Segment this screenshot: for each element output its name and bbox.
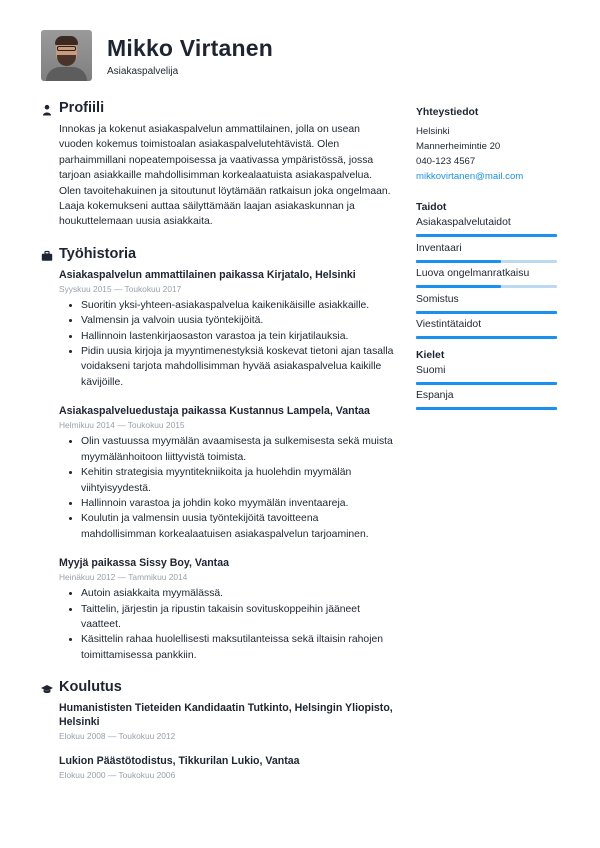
skill-label: Luova ongelmanratkaisu (416, 268, 530, 279)
level-bar-track (416, 260, 557, 263)
contact-section (416, 106, 557, 184)
level-bar-track (416, 407, 557, 410)
job-bullet: • Autoin asiakkaita myymälässä. (81, 586, 396, 601)
education-title: Koulutus (59, 679, 122, 696)
job-bullets (59, 586, 396, 663)
job-title: Myyjä paikassa Sissy Boy, Vantaa (59, 557, 229, 570)
job-subtitle: Asiakaspalvelija (107, 66, 179, 77)
level-bar-fill (416, 382, 557, 385)
job-bullets (59, 298, 396, 390)
job-list (41, 268, 396, 663)
job-bullet: • Kehitin strategisia myyntitekniikoita ja huolehdin myymälän viihtyisyydestä. (81, 465, 396, 496)
job-bullet: • Olin vastuussa myymälän avaamisesta ja sulkemisesta sekä muista myymälänhoitoon liittyvistä toimista. (81, 434, 396, 465)
languages-title: Kielet (416, 349, 445, 361)
education-date: Elokuu 2000 — Toukokuu 2006 (59, 770, 176, 781)
briefcase-icon (41, 250, 53, 262)
education-entry (41, 701, 396, 742)
language-label: Suomi (416, 364, 446, 376)
language-item (416, 389, 557, 415)
skill-label: Asiakaspalvelutaidot (416, 217, 511, 228)
education-title: Humanististen Tieteiden Kandidaatin Tutkinto, Helsingin Yliopisto, Helsinki (59, 702, 393, 729)
job-bullet: • Käsittelin rahaa huolellisesti maksutilanteissa sekä iltaisin rahojen toimittamisessa pankkiin. (81, 632, 396, 663)
skills-section (416, 201, 557, 344)
education-section (41, 679, 396, 781)
education-heading (41, 679, 396, 701)
level-bar-fill (416, 311, 557, 314)
resume-header (41, 30, 561, 82)
profile-text: Innokas ja kokenut asiakaspalvelun ammattilainen, jolla on usean vuoden kokemus toimistoalan asiakaspalvelutehtävistä. Olen parhaimmillani nopeatempoisessa ja vaativassa ympäristössä, jossa tarjoan asiakkaille mahdollisimman korkealaatuista asiakaspalvelua. Olen tavoitehakuinen ja sitoutunut löytämään ratkaisun joka ongelmaan. Laaja kokemukseni auttaa säilyttämään laajan asiakaskunnan ja houkuttelemaan uusia asiakkaita. (59, 124, 391, 228)
languages-section (416, 349, 557, 415)
job-bullet: • Hallinnoin lastenkirjaosaston varastoa ja tein kirjatilauksia. (81, 329, 396, 344)
level-bar-track (416, 285, 557, 288)
language-item (416, 364, 557, 390)
contact-street: Mannerheimintie 20 (416, 141, 501, 152)
profile-section (41, 100, 396, 230)
level-bar-fill (416, 260, 501, 263)
skill-item (416, 242, 557, 268)
job-title: Asiakaspalvelun ammattilainen paikassa Kirjatalo, Helsinki (59, 268, 356, 281)
language-label: Espanja (416, 390, 454, 401)
skill-item (416, 216, 557, 242)
job-bullet: • Hallinnoin varastoa ja johdin koko myymälän inventaareja. (81, 496, 396, 511)
languages-list (416, 364, 557, 415)
level-bar-fill (416, 285, 501, 288)
profile-photo (41, 30, 92, 81)
education-list (41, 701, 396, 781)
candidate-name: Mikko Virtanen (107, 35, 273, 61)
skill-item (416, 267, 557, 293)
education-entry (41, 754, 396, 781)
main-column (41, 100, 396, 784)
level-bar-fill (416, 336, 557, 339)
graduation-cap-icon (41, 683, 53, 695)
skills-list (416, 216, 557, 344)
job-bullets (59, 434, 396, 542)
skills-title: Taidot (416, 202, 447, 213)
work-heading (41, 246, 396, 268)
contact-title: Yhteystiedot (416, 107, 479, 118)
skill-label: Inventaari (416, 242, 462, 254)
profile-heading (41, 100, 396, 122)
education-date: Elokuu 2008 — Toukokuu 2012 (59, 731, 176, 742)
job-entry (41, 404, 396, 542)
skill-label: Somistus (416, 293, 459, 305)
job-date: Helmikuu 2014 — Toukokuu 2015 (59, 420, 185, 431)
contact-phone: 040-123 4567 (416, 156, 476, 167)
contact-city: Helsinki (416, 126, 450, 137)
work-section (41, 246, 396, 663)
level-bar-fill (416, 407, 557, 410)
job-bullet: • Valmensin ja valvoin uusia työntekijöitä. (81, 313, 396, 328)
job-entry (41, 556, 396, 663)
job-date: Heinäkuu 2012 — Tammikuu 2014 (59, 572, 188, 583)
skill-item (416, 293, 557, 319)
person-icon (41, 104, 53, 116)
profile-title: Profiili (59, 100, 105, 116)
level-bar-track (416, 336, 557, 339)
sidebar (416, 106, 557, 415)
level-bar-track (416, 382, 557, 385)
education-title: Lukion Päästötodistus, Tikkurilan Lukio, Vantaa (59, 755, 300, 768)
job-bullet: • Suoritin yksi-yhteen-asiakaspalvelua kaikenikäisille asiakkaille. (81, 298, 396, 313)
skill-item (416, 318, 557, 344)
job-bullet: • Taittelin, järjestin ja ripustin takaisin sovituskoppeihin jääneet vaatteet. (81, 602, 396, 633)
job-bullet: • Koulutin ja valmensin uusia työntekijöitä tavoitteena mahdollisimman korkealaatuisen asiakaspalvelun tarjoaminen. (81, 511, 396, 542)
skill-label: Viestintätaidot (416, 319, 482, 330)
job-bullet: • Pidin uusia kirjoja ja myyntimenestyksiä koskevat tietoni ajan tasalla voidakseni tarjota mahdollisimman hyvää asiakaspalvelua kaikille kävijöille. (81, 344, 396, 390)
job-date: Syyskuu 2015 — Toukokuu 2017 (59, 283, 182, 294)
job-entry (41, 268, 396, 390)
level-bar-fill (416, 234, 557, 237)
level-bar-track (416, 311, 557, 314)
level-bar-track (416, 234, 557, 237)
contact-email-link[interactable]: mikkovirtanen@mail.com (416, 171, 524, 182)
work-title: Työhistoria (59, 245, 137, 262)
job-title: Asiakaspalveluedustaja paikassa Kustannus Lampela, Vantaa (59, 405, 370, 418)
